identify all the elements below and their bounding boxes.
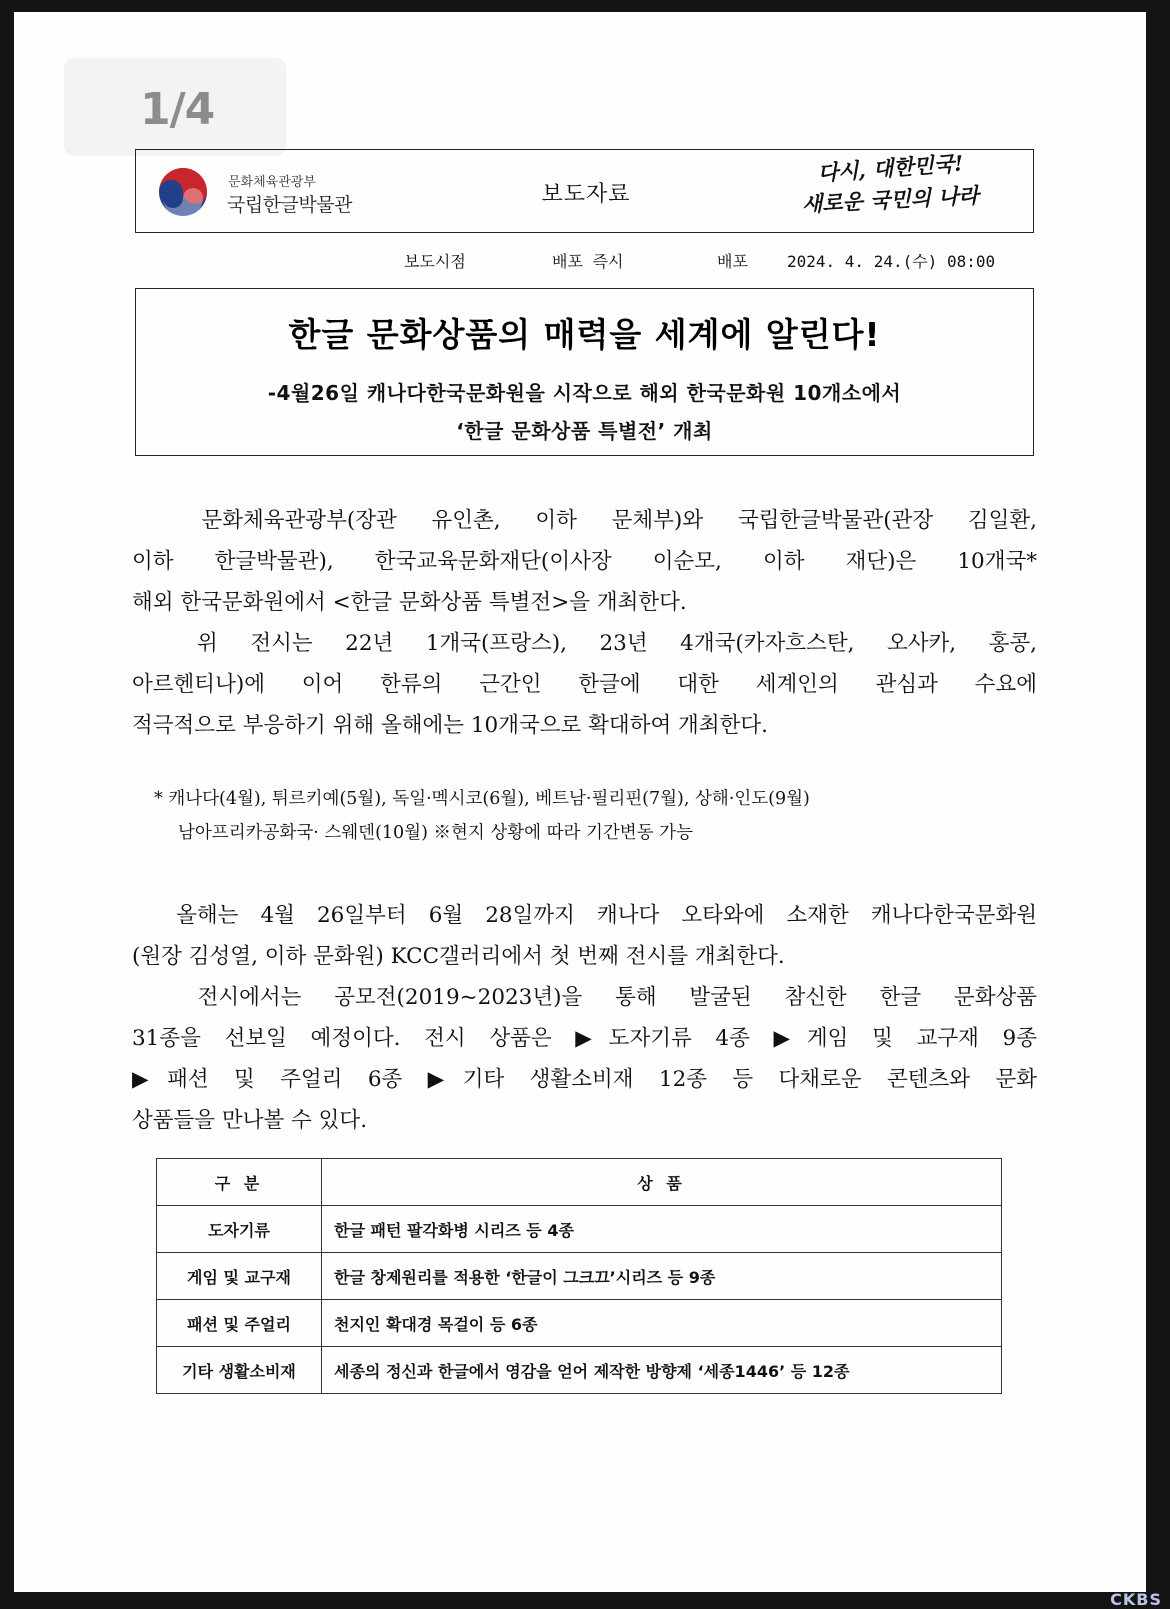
column-header-category: 구 분 bbox=[157, 1159, 322, 1206]
column-header-products: 상 품 bbox=[322, 1159, 1002, 1206]
footnote-line-1: * 캐나다(4월), 튀르키예(5월), 독일·멕시코(6월), 베트남·필리핀(7월), 상해·인도(9월) bbox=[154, 789, 810, 809]
table-row bbox=[157, 1300, 1002, 1347]
subtitle-line-1: -4월26일 캐나다한국문화원을 시작으로 해외 한국문화원 10개소에서 bbox=[267, 381, 902, 405]
items-cell: 세종의 정신과 한글에서 영감을 얻어 제작한 방향제 ‘세종1446’ 등 12종 bbox=[322, 1347, 1002, 1394]
broadcaster-watermark: CKBS bbox=[1110, 1590, 1162, 1609]
category-cell: 게임 및 교구재 bbox=[157, 1253, 322, 1300]
paragraph-2 bbox=[132, 623, 1037, 746]
slogan-line-2: 새로운 국민의 나라 bbox=[801, 182, 980, 217]
text-line: 아르헨티나)에 이어 한류의 근간인 한글에 대한 세계인의 관심과 수요에 bbox=[132, 672, 1037, 697]
items-cell: 천지인 확대경 목걸이 등 6종 bbox=[322, 1300, 1002, 1347]
press-release-header bbox=[135, 149, 1034, 233]
paragraph-3 bbox=[132, 895, 1037, 977]
release-time-label: 보도시점 bbox=[404, 252, 466, 271]
category-cell: 도자기류 bbox=[157, 1206, 322, 1253]
items-cell: 한글 패턴 팔각화병 시리즈 등 4종 bbox=[322, 1206, 1002, 1253]
footnote-line-2: 남아프리카공화국· 스웨덴(10월) ※현지 상황에 따라 기간변동 가능 bbox=[178, 823, 693, 843]
text-line: ▶패션 및 주얼리 6종 ▶기타 생활소비재 12종 등 다채로운 콘텐츠와 문화 bbox=[132, 1067, 1037, 1092]
subtitle-line-2: ‘한글 문화상품 특별전’ 개최 bbox=[456, 419, 713, 443]
text-line: 해외 한국문화원에서 <한글 문화상품 특별전>을 개최한다. bbox=[132, 590, 687, 615]
page-counter-label: 1/4 bbox=[140, 84, 215, 135]
text-line: 올해는 4월 26일부터 6월 28일까지 캐나다 오타와에 소재한 캐나다한국문화원 bbox=[132, 903, 1037, 928]
handwritten-slogan bbox=[796, 150, 996, 220]
table-row bbox=[157, 1347, 1002, 1394]
text-line: 31종을 선보일 예정이다. 전시 상품은 ▶도자기류 4종 ▶게임 및 교구재 9종 bbox=[132, 1026, 1037, 1051]
text-line: 위 전시는 22년 1개국(프랑스), 23년 4개국(카자흐스탄, 오사카, 홍콩, bbox=[132, 631, 1037, 656]
table-row bbox=[157, 1253, 1002, 1300]
category-cell: 패션 및 주얼리 bbox=[157, 1300, 322, 1347]
government-emblem-icon bbox=[158, 167, 208, 217]
main-title: 한글 문화상품의 매력을 세계에 알린다! bbox=[288, 315, 881, 354]
text-line: 상품들을 만나볼 수 있다. bbox=[132, 1108, 368, 1133]
museum-name: 국립한글박물관 bbox=[227, 194, 352, 216]
text-line: 문화체육관광부(장관 유인촌, 이하 문체부)와 국립한글박물관(관장 김일환, bbox=[132, 508, 1037, 533]
items-cell: 한글 창제원리를 적용한 ‘한글이 그크끄’시리즈 등 9종 bbox=[322, 1253, 1002, 1300]
table-row bbox=[157, 1206, 1002, 1253]
text-line: 적극적으로 부응하기 위해 올해에는 10개국으로 확대하여 개최한다. bbox=[132, 713, 768, 738]
distribution-date: 2024. 4. 24.(수) 08:00 bbox=[787, 252, 996, 271]
page-counter bbox=[64, 58, 286, 156]
distribution-label: 배포 bbox=[717, 252, 748, 271]
category-cell: 기타 생활소비재 bbox=[157, 1347, 322, 1394]
table-header-row bbox=[157, 1159, 1002, 1206]
title-box bbox=[135, 288, 1034, 456]
document-page bbox=[14, 12, 1146, 1592]
text-line: 전시에서는 공모전(2019~2023년)을 통해 발굴된 참신한 한글 문화상품 bbox=[132, 985, 1037, 1010]
paragraph-4 bbox=[132, 977, 1037, 1141]
paragraph-1 bbox=[132, 500, 1037, 623]
product-table bbox=[156, 1158, 1002, 1394]
text-line: (원장 김성열, 이하 문화원) KCC갤러리에서 첫 번째 전시를 개최한다. bbox=[132, 944, 785, 969]
text-line: 이하 한글박물관), 한국교육문화재단(이사장 이순모, 이하 재단)은 10개국* bbox=[132, 549, 1037, 574]
document-type: 보도자료 bbox=[541, 182, 631, 207]
release-time-value: 배포 즉시 bbox=[552, 252, 624, 271]
ministry-name: 문화체육관광부 bbox=[228, 175, 316, 190]
slogan-line-1: 다시, 대한민국! bbox=[817, 150, 964, 186]
